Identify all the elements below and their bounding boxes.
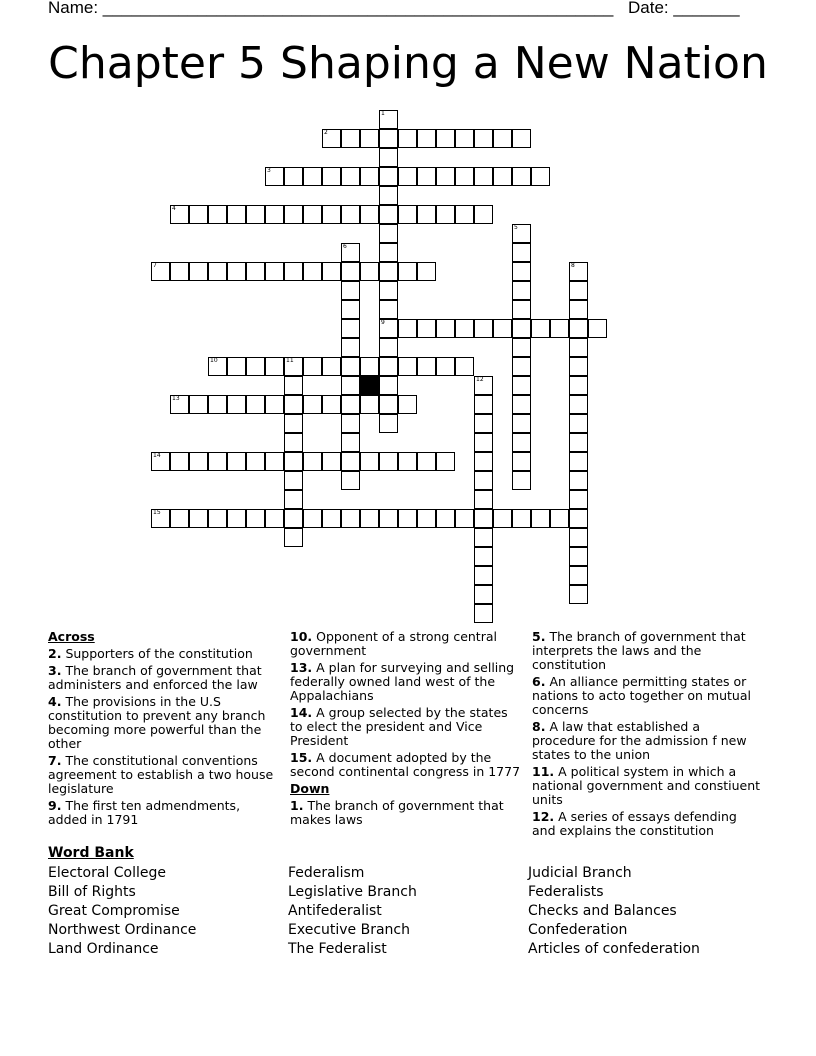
across-heading: Across bbox=[48, 629, 95, 644]
grid-cell[interactable] bbox=[379, 167, 398, 186]
clues-column-1 bbox=[48, 630, 278, 830]
grid-cell[interactable] bbox=[189, 395, 208, 414]
grid-cell[interactable] bbox=[151, 452, 170, 471]
clue-number: 1 bbox=[381, 110, 385, 117]
grid-cell[interactable] bbox=[398, 452, 417, 471]
grid-cell[interactable] bbox=[265, 262, 284, 281]
grid-cell[interactable] bbox=[398, 129, 417, 148]
grid-cell[interactable] bbox=[284, 414, 303, 433]
grid-cell[interactable] bbox=[436, 319, 455, 338]
grid-cell[interactable] bbox=[569, 262, 588, 281]
grid-cell[interactable] bbox=[284, 376, 303, 395]
grid-cell[interactable] bbox=[493, 129, 512, 148]
grid-cell[interactable] bbox=[322, 262, 341, 281]
grid-cell[interactable] bbox=[569, 566, 588, 585]
grid-cell[interactable] bbox=[398, 395, 417, 414]
grid-cell[interactable] bbox=[246, 395, 265, 414]
grid-cell[interactable] bbox=[569, 395, 588, 414]
grid-cell[interactable] bbox=[569, 281, 588, 300]
grid-cell[interactable] bbox=[246, 262, 265, 281]
grid-cell[interactable] bbox=[379, 300, 398, 319]
word-bank-column-1 bbox=[48, 864, 196, 959]
grid-cell[interactable] bbox=[284, 528, 303, 547]
grid-cell[interactable] bbox=[474, 376, 493, 395]
grid-cell[interactable] bbox=[512, 357, 531, 376]
grid-cell[interactable] bbox=[455, 129, 474, 148]
grid-cell[interactable] bbox=[322, 395, 341, 414]
grid-cell[interactable] bbox=[398, 262, 417, 281]
clue-across-13: 13. A plan for surveying and selling federally owned land west of the Appalachians bbox=[290, 660, 515, 703]
clue-number: 4 bbox=[172, 205, 176, 212]
grid-cell[interactable] bbox=[341, 243, 360, 262]
grid-cell[interactable] bbox=[455, 357, 474, 376]
clue-number: 2 bbox=[324, 129, 328, 136]
grid-cell[interactable] bbox=[284, 471, 303, 490]
grid-cell[interactable] bbox=[417, 357, 436, 376]
clue-number: 14 bbox=[153, 452, 161, 459]
grid-cell[interactable] bbox=[322, 167, 341, 186]
grid-cell[interactable] bbox=[569, 376, 588, 395]
clue-across-15: 15. A document adopted by the second continental congress in 1777 bbox=[290, 750, 521, 779]
grid-cell[interactable] bbox=[436, 167, 455, 186]
grid-cell[interactable] bbox=[569, 319, 588, 338]
clue-number: 10 bbox=[210, 357, 218, 364]
grid-cell[interactable] bbox=[569, 338, 588, 357]
grid-cell[interactable] bbox=[284, 395, 303, 414]
grid-cell[interactable] bbox=[246, 452, 265, 471]
word-bank-item: Antifederalist bbox=[288, 903, 382, 919]
grid-cell[interactable] bbox=[284, 509, 303, 528]
clue-number: 11 bbox=[286, 357, 294, 364]
grid-cell[interactable] bbox=[379, 395, 398, 414]
grid-cell[interactable] bbox=[208, 509, 227, 528]
grid-cell[interactable] bbox=[398, 509, 417, 528]
grid-cell[interactable] bbox=[227, 395, 246, 414]
grid-cell[interactable] bbox=[341, 509, 360, 528]
grid-cell[interactable] bbox=[227, 452, 246, 471]
grid-cell[interactable] bbox=[379, 129, 398, 148]
word-bank-item: The Federalist bbox=[288, 941, 387, 957]
grid-cell[interactable] bbox=[474, 509, 493, 528]
grid-cell[interactable] bbox=[208, 205, 227, 224]
grid-cell[interactable] bbox=[189, 509, 208, 528]
grid-cell[interactable] bbox=[341, 205, 360, 224]
grid-cell[interactable] bbox=[379, 224, 398, 243]
clue-down-1: 1. The branch of government that makes laws bbox=[290, 798, 504, 827]
grid-cell[interactable] bbox=[341, 433, 360, 452]
clue-across-10: 10. Opponent of a strong central government bbox=[290, 629, 497, 658]
grid-cell[interactable] bbox=[474, 129, 493, 148]
grid-cell[interactable] bbox=[569, 547, 588, 566]
grid-cell[interactable] bbox=[284, 167, 303, 186]
grid-cell[interactable] bbox=[493, 509, 512, 528]
grid-cell[interactable] bbox=[341, 281, 360, 300]
grid-cell[interactable] bbox=[360, 452, 379, 471]
grid-cell[interactable] bbox=[265, 167, 284, 186]
grid-cell[interactable] bbox=[569, 528, 588, 547]
grid-cell[interactable] bbox=[417, 205, 436, 224]
grid-cell[interactable] bbox=[512, 129, 531, 148]
grid-cell[interactable] bbox=[379, 338, 398, 357]
grid-cell[interactable] bbox=[227, 357, 246, 376]
grid-cell[interactable] bbox=[284, 262, 303, 281]
grid-cell[interactable] bbox=[569, 490, 588, 509]
grid-cell[interactable] bbox=[493, 167, 512, 186]
grid-cell[interactable] bbox=[512, 167, 531, 186]
grid-cell[interactable] bbox=[208, 452, 227, 471]
grid-cell[interactable] bbox=[474, 471, 493, 490]
grid-cell[interactable] bbox=[455, 509, 474, 528]
grid-cell[interactable] bbox=[246, 357, 265, 376]
grid-cell[interactable] bbox=[341, 452, 360, 471]
grid-cell[interactable] bbox=[512, 509, 531, 528]
grid-cell[interactable] bbox=[303, 395, 322, 414]
word-bank-item: Electoral College bbox=[48, 865, 167, 881]
grid-cell[interactable] bbox=[284, 452, 303, 471]
grid-cell[interactable] bbox=[379, 205, 398, 224]
grid-cell[interactable] bbox=[474, 547, 493, 566]
grid-cell[interactable] bbox=[569, 357, 588, 376]
clue-across-9: 9. The first ten admendments, added in 1791 bbox=[48, 798, 241, 827]
grid-cell[interactable] bbox=[151, 509, 170, 528]
grid-cell[interactable] bbox=[170, 509, 189, 528]
grid-cell[interactable] bbox=[341, 414, 360, 433]
word-bank-item: Northwest Ordinance bbox=[48, 922, 197, 938]
grid-cell[interactable] bbox=[303, 205, 322, 224]
grid-cell[interactable] bbox=[474, 319, 493, 338]
grid-cell[interactable] bbox=[265, 205, 284, 224]
grid-cell[interactable] bbox=[303, 357, 322, 376]
grid-cell[interactable] bbox=[322, 357, 341, 376]
grid-cell[interactable] bbox=[474, 566, 493, 585]
grid-cell[interactable] bbox=[208, 395, 227, 414]
grid-cell[interactable] bbox=[379, 509, 398, 528]
name-field-label[interactable]: Name: ______________________________________________________ bbox=[48, 0, 614, 17]
grid-cell[interactable] bbox=[474, 452, 493, 471]
grid-cell[interactable] bbox=[379, 357, 398, 376]
grid-cell[interactable] bbox=[341, 129, 360, 148]
grid-cell[interactable] bbox=[227, 262, 246, 281]
grid-cell[interactable] bbox=[379, 376, 398, 395]
grid-cell[interactable] bbox=[569, 509, 588, 528]
grid-cell[interactable] bbox=[531, 319, 550, 338]
black-cell bbox=[360, 376, 379, 395]
grid-cell[interactable] bbox=[455, 205, 474, 224]
clue-across-4: 4. The provisions in the U.S constitution to prevent any branch becoming more powerful than the other bbox=[48, 694, 266, 751]
grid-cell[interactable] bbox=[189, 205, 208, 224]
grid-cell[interactable] bbox=[246, 205, 265, 224]
grid-cell[interactable] bbox=[284, 357, 303, 376]
word-bank-item: Bill of Rights bbox=[48, 884, 136, 900]
grid-cell[interactable] bbox=[360, 262, 379, 281]
grid-cell[interactable] bbox=[569, 471, 588, 490]
grid-cell[interactable] bbox=[569, 452, 588, 471]
word-bank-item: Legislative Branch bbox=[288, 884, 417, 900]
grid-cell[interactable] bbox=[512, 452, 531, 471]
word-bank-column-3 bbox=[528, 864, 700, 959]
grid-cell[interactable] bbox=[455, 319, 474, 338]
clue-down-8: 8. A law that established a procedure for the admission f new states to the union bbox=[532, 719, 747, 762]
grid-cell[interactable] bbox=[417, 509, 436, 528]
grid-cell[interactable] bbox=[341, 300, 360, 319]
grid-cell[interactable] bbox=[227, 509, 246, 528]
clue-number: 5 bbox=[514, 224, 518, 231]
grid-cell[interactable] bbox=[379, 319, 398, 338]
grid-cell[interactable] bbox=[341, 338, 360, 357]
grid-cell[interactable] bbox=[360, 357, 379, 376]
grid-cell[interactable] bbox=[341, 376, 360, 395]
grid-cell[interactable] bbox=[474, 528, 493, 547]
grid-cell[interactable] bbox=[265, 395, 284, 414]
word-bank-item: Federalism bbox=[288, 865, 365, 881]
grid-cell[interactable] bbox=[474, 433, 493, 452]
grid-cell[interactable] bbox=[493, 319, 512, 338]
grid-cell[interactable] bbox=[189, 262, 208, 281]
page-title: Chapter 5 Shaping a New Nation bbox=[48, 38, 768, 89]
grid-cell[interactable] bbox=[227, 205, 246, 224]
grid-cell[interactable] bbox=[360, 129, 379, 148]
grid-cell[interactable] bbox=[189, 452, 208, 471]
clue-number: 8 bbox=[571, 262, 575, 269]
word-bank-item: Judicial Branch bbox=[528, 865, 632, 881]
clue-number: 3 bbox=[267, 167, 271, 174]
grid-cell[interactable] bbox=[322, 129, 341, 148]
grid-cell[interactable] bbox=[474, 604, 493, 623]
grid-cell[interactable] bbox=[436, 509, 455, 528]
grid-cell[interactable] bbox=[303, 262, 322, 281]
grid-cell[interactable] bbox=[512, 243, 531, 262]
clue-number: 15 bbox=[153, 509, 161, 516]
grid-cell[interactable] bbox=[265, 357, 284, 376]
clue-down-5: 5. The branch of government that interprets the laws and the constitution bbox=[532, 629, 746, 672]
grid-cell[interactable] bbox=[170, 262, 189, 281]
grid-cell[interactable] bbox=[170, 395, 189, 414]
grid-cell[interactable] bbox=[398, 357, 417, 376]
grid-cell[interactable] bbox=[265, 452, 284, 471]
grid-cell[interactable] bbox=[265, 509, 284, 528]
word-bank-heading: Word Bank bbox=[48, 845, 134, 861]
clue-down-11: 11. A political system in which a national government and constiuent units bbox=[532, 764, 761, 807]
grid-cell[interactable] bbox=[417, 167, 436, 186]
clue-across-7: 7. The constitutional conventions agreement to establish a two house legislature bbox=[48, 753, 274, 796]
grid-cell[interactable] bbox=[170, 452, 189, 471]
grid-cell[interactable] bbox=[512, 395, 531, 414]
grid-cell[interactable] bbox=[341, 319, 360, 338]
clue-across-2: 2. Supporters of the constitution bbox=[48, 646, 253, 661]
grid-cell[interactable] bbox=[436, 452, 455, 471]
grid-cell[interactable] bbox=[360, 395, 379, 414]
grid-cell[interactable] bbox=[303, 167, 322, 186]
grid-cell[interactable] bbox=[512, 338, 531, 357]
grid-cell[interactable] bbox=[398, 319, 417, 338]
grid-cell[interactable] bbox=[303, 509, 322, 528]
grid-cell[interactable] bbox=[341, 262, 360, 281]
grid-cell[interactable] bbox=[569, 585, 588, 604]
grid-cell[interactable] bbox=[474, 490, 493, 509]
clue-number: 7 bbox=[153, 262, 157, 269]
grid-cell[interactable] bbox=[360, 509, 379, 528]
grid-cell[interactable] bbox=[379, 452, 398, 471]
clues-column-2 bbox=[290, 630, 522, 830]
date-field-label[interactable]: Date: _______ bbox=[628, 0, 740, 17]
clue-down-12: 12. A series of essays defending and explains the constitution bbox=[532, 809, 737, 838]
grid-cell[interactable] bbox=[512, 262, 531, 281]
grid-cell[interactable] bbox=[379, 262, 398, 281]
word-bank-item: Federalists bbox=[528, 884, 604, 900]
grid-cell[interactable] bbox=[512, 376, 531, 395]
grid-cell[interactable] bbox=[512, 414, 531, 433]
grid-cell[interactable] bbox=[170, 205, 189, 224]
grid-cell[interactable] bbox=[246, 509, 265, 528]
grid-cell[interactable] bbox=[569, 433, 588, 452]
grid-cell[interactable] bbox=[322, 205, 341, 224]
grid-cell[interactable] bbox=[322, 509, 341, 528]
grid-cell[interactable] bbox=[379, 110, 398, 129]
grid-cell[interactable] bbox=[208, 262, 227, 281]
grid-cell[interactable] bbox=[341, 471, 360, 490]
clue-number: 12 bbox=[476, 376, 484, 383]
grid-cell[interactable] bbox=[512, 300, 531, 319]
grid-cell[interactable] bbox=[436, 357, 455, 376]
grid-cell[interactable] bbox=[550, 509, 569, 528]
grid-cell[interactable] bbox=[417, 452, 436, 471]
grid-cell[interactable] bbox=[379, 243, 398, 262]
word-bank-item: Land Ordinance bbox=[48, 941, 159, 957]
word-bank-column-2 bbox=[288, 864, 417, 959]
grid-cell[interactable] bbox=[208, 357, 227, 376]
grid-cell[interactable] bbox=[512, 471, 531, 490]
clues-column-3 bbox=[532, 630, 764, 841]
word-bank-item: Executive Branch bbox=[288, 922, 410, 938]
grid-cell[interactable] bbox=[398, 167, 417, 186]
grid-cell[interactable] bbox=[284, 433, 303, 452]
grid-cell[interactable] bbox=[417, 129, 436, 148]
grid-cell[interactable] bbox=[360, 205, 379, 224]
grid-cell[interactable] bbox=[151, 262, 170, 281]
grid-cell[interactable] bbox=[417, 319, 436, 338]
grid-cell[interactable] bbox=[398, 205, 417, 224]
grid-cell[interactable] bbox=[512, 433, 531, 452]
grid-cell[interactable] bbox=[531, 509, 550, 528]
clue-across-14: 14. A group selected by the states to elect the president and Vice President bbox=[290, 705, 508, 748]
grid-cell[interactable] bbox=[474, 414, 493, 433]
clue-number: 6 bbox=[343, 243, 347, 250]
word-bank-item: Confederation bbox=[528, 922, 628, 938]
grid-cell[interactable] bbox=[455, 167, 474, 186]
grid-cell[interactable] bbox=[588, 319, 607, 338]
grid-cell[interactable] bbox=[531, 167, 550, 186]
grid-cell[interactable] bbox=[303, 452, 322, 471]
word-bank-item: Articles of confederation bbox=[528, 941, 700, 957]
grid-cell[interactable] bbox=[322, 452, 341, 471]
clue-number: 13 bbox=[172, 395, 180, 402]
grid-cell[interactable] bbox=[341, 357, 360, 376]
grid-cell[interactable] bbox=[341, 167, 360, 186]
grid-cell[interactable] bbox=[379, 148, 398, 167]
word-bank-item: Great Compromise bbox=[48, 903, 180, 919]
grid-cell[interactable] bbox=[436, 205, 455, 224]
grid-cell[interactable] bbox=[474, 167, 493, 186]
grid-cell[interactable] bbox=[341, 395, 360, 414]
clue-across-3: 3. The branch of government that administers and enforced the law bbox=[48, 663, 262, 692]
grid-cell[interactable] bbox=[379, 281, 398, 300]
grid-cell[interactable] bbox=[284, 205, 303, 224]
word-bank-item: Checks and Balances bbox=[528, 903, 677, 919]
grid-cell[interactable] bbox=[379, 414, 398, 433]
grid-cell[interactable] bbox=[569, 300, 588, 319]
grid-cell[interactable] bbox=[417, 262, 436, 281]
grid-cell[interactable] bbox=[550, 319, 569, 338]
grid-cell[interactable] bbox=[474, 585, 493, 604]
down-heading: Down bbox=[290, 781, 330, 796]
grid-cell[interactable] bbox=[284, 490, 303, 509]
grid-cell[interactable] bbox=[512, 224, 531, 243]
grid-cell[interactable] bbox=[474, 395, 493, 414]
clue-number: 9 bbox=[381, 319, 385, 326]
clue-down-6: 6. An alliance permitting states or nations to acto together on mutual concerns bbox=[532, 674, 751, 717]
grid-cell[interactable] bbox=[379, 186, 398, 205]
grid-cell[interactable] bbox=[512, 281, 531, 300]
grid-cell[interactable] bbox=[436, 129, 455, 148]
grid-cell[interactable] bbox=[569, 414, 588, 433]
grid-cell[interactable] bbox=[474, 205, 493, 224]
grid-cell[interactable] bbox=[512, 319, 531, 338]
grid-cell[interactable] bbox=[360, 167, 379, 186]
